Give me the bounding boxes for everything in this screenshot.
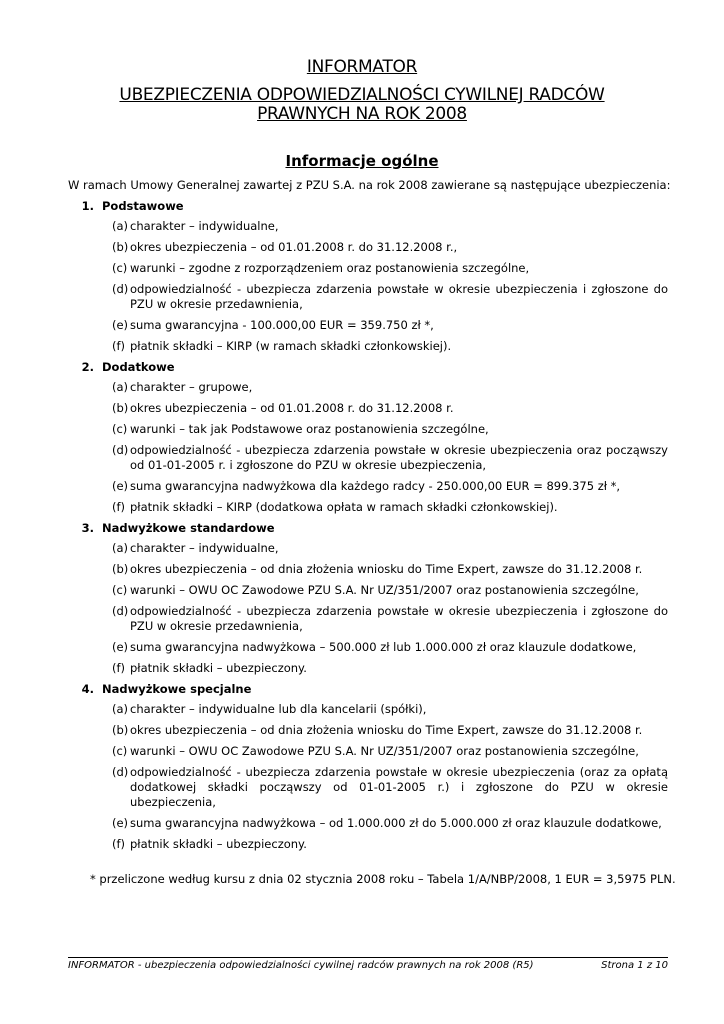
item-text: okres ubezpieczenia – od 01.01.2008 r. do 31.12.2008 r. xyxy=(130,401,454,415)
item-text: suma gwarancyjna nadwyżkowa dla każdego radcy - 250.000,00 EUR = 899.375 zł *, xyxy=(130,479,621,493)
item-label: (d) xyxy=(112,443,129,457)
section-number: 1. xyxy=(81,199,94,213)
item-text: warunki – zgodne z rozporządzeniem oraz postanowienia szczególne, xyxy=(130,261,530,275)
item-text: charakter – indywidualne, xyxy=(130,219,279,233)
item-text: odpowiedzialność - ubezpiecza zdarzenia powstałe w okresie ubezpieczenia i zgłoszone do PZU w okresie przedawnienia, xyxy=(130,282,668,311)
footnote: * przeliczone według kursu z dnia 02 stycznia 2008 roku – Tabela 1/A/NBP/2008, 1 EUR = 3,5975 PLN. xyxy=(90,872,676,886)
list-item xyxy=(68,240,668,255)
item-text: okres ubezpieczenia – od 01.01.2008 r. do 31.12.2008 r., xyxy=(130,240,458,254)
list-item xyxy=(68,380,668,395)
list-item xyxy=(68,422,668,437)
section-3 xyxy=(68,521,668,676)
item-text: warunki – OWU OC Zawodowe PZU S.A. Nr UZ/351/2007 oraz postanowienia szczególne, xyxy=(130,583,639,597)
item-label: (b) xyxy=(112,562,129,576)
item-label: (e) xyxy=(112,318,129,332)
item-text: odpowiedzialność - ubezpiecza zdarzenia powstałe w okresie ubezpieczenia (oraz za opłatą dodatkowej składki począwszy od 01-01-2005 r.) i zgłoszone do PZU w okresie ubezpieczenia, xyxy=(130,765,668,809)
item-label: (c) xyxy=(112,744,128,758)
item-label: (f) xyxy=(112,837,126,851)
item-label: (e) xyxy=(112,640,129,654)
section-heading: Dodatkowe xyxy=(102,360,175,374)
list-item xyxy=(68,640,668,655)
item-text: charakter – indywidualne, xyxy=(130,541,279,555)
item-text: warunki – OWU OC Zawodowe PZU S.A. Nr UZ/351/2007 oraz postanowienia szczególne, xyxy=(130,744,639,758)
list-item xyxy=(68,219,668,234)
list-item xyxy=(68,479,668,494)
section-subtitle: Informacje ogólne xyxy=(285,152,439,170)
item-text: okres ubezpieczenia – od dnia złożenia wniosku do Time Expert, zawsze do 31.12.2008 r. xyxy=(130,562,643,576)
section-1 xyxy=(68,199,668,354)
item-text: okres ubezpieczenia – od dnia złożenia wniosku do Time Expert, zawsze do 31.12.2008 r. xyxy=(130,723,643,737)
item-label: (b) xyxy=(112,401,129,415)
item-label: (b) xyxy=(112,723,129,737)
section-heading: Nadwyżkowe standardowe xyxy=(102,521,275,535)
item-label: (a) xyxy=(112,219,129,233)
item-text: suma gwarancyjna nadwyżkowa – od 1.000.000 zł do 5.000.000 zł oraz klauzule dodatkowe, xyxy=(130,816,662,830)
item-text: suma gwarancyjna - 100.000,00 EUR = 359.750 zł *, xyxy=(130,318,434,332)
list-item xyxy=(68,583,668,598)
item-label: (b) xyxy=(112,240,129,254)
footer-document-title: INFORMATOR - ubezpieczenia odpowiedzialności cywilnej radców prawnych na rok 2008 (R5) xyxy=(68,960,534,971)
item-label: (d) xyxy=(112,765,129,779)
title-line-2: UBEZPIECZENIA ODPOWIEDZIALNOŚCI CYWILNEJ RADCÓW xyxy=(119,85,605,105)
title-line-3: PRAWNYCH NA ROK 2008 xyxy=(257,104,467,124)
section-heading: Nadwyżkowe specjalne xyxy=(102,682,252,696)
item-text: warunki – tak jak Podstawowe oraz postanowienia szczególne, xyxy=(130,422,489,436)
list-item xyxy=(68,744,668,759)
item-label: (e) xyxy=(112,479,129,493)
title-line-1: INFORMATOR xyxy=(306,57,418,77)
list-item xyxy=(68,443,668,473)
item-label: (c) xyxy=(112,583,128,597)
item-text: odpowiedzialność - ubezpiecza zdarzenia powstałe w okresie ubezpieczenia i zgłoszone do PZU w okresie przedawnienia, xyxy=(130,604,668,633)
item-label: (f) xyxy=(112,339,126,353)
section-2 xyxy=(68,360,668,515)
item-text: płatnik składki – ubezpieczony. xyxy=(130,837,307,851)
list-item xyxy=(68,765,668,810)
section-number: 2. xyxy=(81,360,94,374)
item-text: suma gwarancyjna nadwyżkowa – 500.000 zł lub 1.000.000 zł oraz klauzule dodatkowe, xyxy=(130,640,637,654)
item-text: płatnik składki – ubezpieczony. xyxy=(130,661,307,675)
item-text: odpowiedzialność - ubezpiecza zdarzenia powstałe w okresie ubezpieczenia oraz począwszy od 01-01-2005 r. i zgłoszone do PZU w okresie ubezpieczenia, xyxy=(130,443,668,472)
item-label: (f) xyxy=(112,500,126,514)
list-item xyxy=(68,723,668,738)
list-item xyxy=(68,339,668,354)
list-item xyxy=(68,816,668,831)
item-label: (c) xyxy=(112,261,128,275)
item-text: płatnik składki – KIRP (dodatkowa opłata w ramach składki członkowskiej). xyxy=(130,500,558,514)
section-number: 3. xyxy=(81,521,94,535)
item-label: (a) xyxy=(112,380,129,394)
section-heading: Podstawowe xyxy=(102,199,184,213)
list-item xyxy=(68,401,668,416)
footer-divider xyxy=(68,957,668,958)
sections-list xyxy=(68,199,668,858)
list-item xyxy=(68,282,668,312)
item-label: (c) xyxy=(112,422,128,436)
list-item xyxy=(68,318,668,333)
item-label: (d) xyxy=(112,282,129,296)
item-text: charakter – grupowe, xyxy=(130,380,253,394)
list-item xyxy=(68,661,668,676)
item-text: charakter – indywidualne lub dla kancelarii (spółki), xyxy=(130,702,427,716)
list-item xyxy=(68,604,668,634)
footer-page-number: Strona 1 z 10 xyxy=(601,960,668,971)
item-label: (a) xyxy=(112,541,129,555)
section-4 xyxy=(68,682,668,852)
item-label: (f) xyxy=(112,661,126,675)
list-item xyxy=(68,702,668,717)
item-label: (a) xyxy=(112,702,129,716)
item-label: (d) xyxy=(112,604,129,618)
list-item xyxy=(68,261,668,276)
list-item xyxy=(68,500,668,515)
section-number: 4. xyxy=(81,682,94,696)
intro-paragraph: W ramach Umowy Generalnej zawartej z PZU S.A. na rok 2008 zawierane są następujące ubezpieczenia: xyxy=(68,178,671,192)
item-label: (e) xyxy=(112,816,129,830)
list-item xyxy=(68,541,668,556)
list-item xyxy=(68,837,668,852)
item-text: płatnik składki – KIRP (w ramach składki członkowskiej). xyxy=(130,339,452,353)
list-item xyxy=(68,562,668,577)
